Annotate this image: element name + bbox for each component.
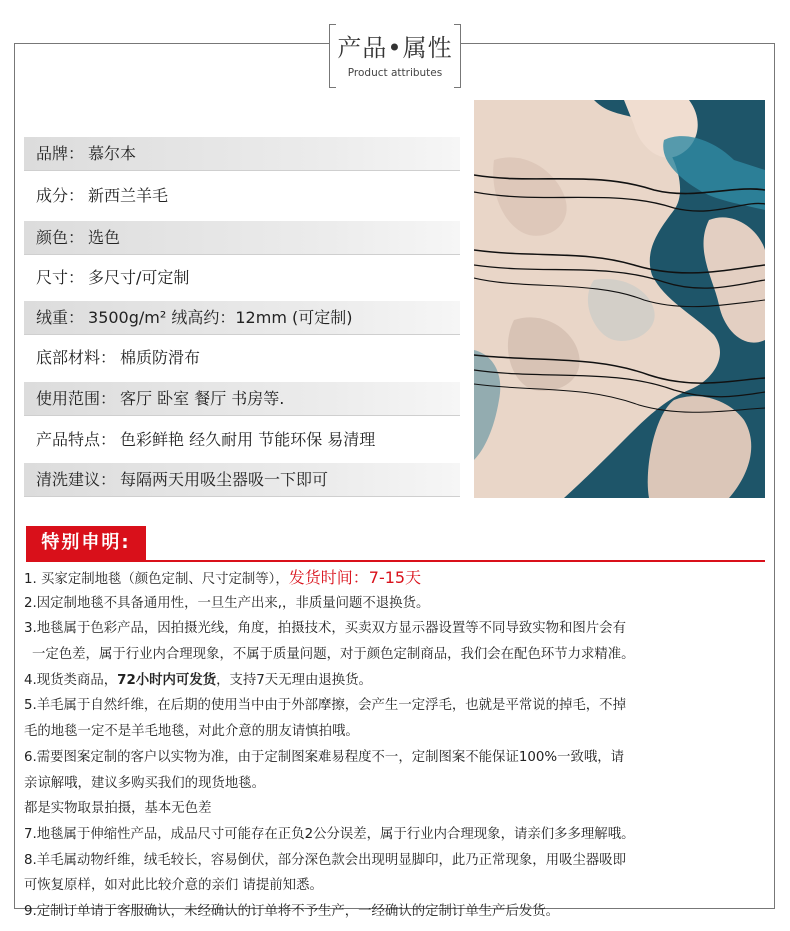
- notice-line: 毛的地毯一定不是羊毛地毯，对此介意的朋友请慎拍哦。: [24, 724, 359, 740]
- attr-cleaning: [24, 463, 460, 497]
- notice-text: ，支持7天无理由退换货。: [216, 672, 372, 688]
- section-title: 产品•属性: [337, 34, 453, 62]
- shipping-time-highlight: 发货时间：7-15天: [288, 568, 422, 587]
- divider: [26, 560, 765, 562]
- attr-label: 颜色：: [36, 228, 85, 247]
- notice-line: 8.羊毛属动物纤维，绒毛较长，容易倒伏，部分深色款会出现明显脚印，此乃正常现象，用吸尘器吸即: [24, 852, 626, 868]
- notice-line: [24, 668, 770, 694]
- notice-line: 3.地毯属于色彩产品，因拍摄光线，角度，拍摄技术，买卖双方显示器设置等不同导致实物和图片会有: [24, 621, 626, 637]
- attr-material: [24, 179, 460, 213]
- section-subtitle: Product attributes: [347, 67, 443, 79]
- attr-pile-weight: [24, 301, 460, 335]
- notice-line: 6.需要图案定制的客户以实物为准，由于定制图案难易程度不一，定制图案不能保证100%一致哦，请: [24, 749, 625, 765]
- special-notice-list: [24, 565, 770, 925]
- notice-line: 都是实物取景拍摄，基本无色差: [24, 801, 212, 817]
- attr-label: 成分：: [36, 186, 85, 205]
- attr-value: 每隔两天用吸尘器吸一下即可: [120, 470, 329, 489]
- attr-size: [24, 261, 460, 295]
- stock-shipping-highlight: 72小时内可发货: [117, 672, 217, 688]
- notice-line: 可恢复原样，如对此比较介意的亲们 请提前知悉。: [24, 878, 323, 894]
- attr-label: 清洗建议：: [36, 470, 117, 489]
- attr-value: 色彩鲜艳 经久耐用 节能环保 易清理: [120, 430, 376, 449]
- attr-color: [24, 221, 460, 255]
- attr-label: 尺寸：: [36, 268, 85, 287]
- attr-label: 使用范围：: [36, 389, 117, 408]
- attr-value: 多尺寸/可定制: [88, 268, 190, 287]
- attr-value: 3500g/m² 绒高约：12mm (可定制): [88, 308, 353, 327]
- attr-value: 新西兰羊毛: [88, 186, 169, 205]
- attr-label: 底部材料：: [36, 348, 117, 367]
- notice-line: 亲谅解哦，建议多购买我们的现货地毯。: [24, 775, 266, 791]
- attr-value: 客厅 卧室 餐厅 书房等.: [120, 389, 285, 408]
- notice-line: 5.羊毛属于自然纤维，在后期的使用当中由于外部摩擦，会产生一定浮毛，也就是平常说的掉毛，不掉: [24, 698, 626, 714]
- notice-line: 一定色差，属于行业内合理现象，不属于质量问题，对于颜色定制商品，我们会在配色环节力求精准。: [32, 647, 635, 663]
- notice-line: [24, 565, 770, 591]
- notice-line: 9.定制订单请于客服确认，未经确认的订单将不予生产，一经确认的定制订单生产后发货。: [24, 903, 560, 919]
- notice-text: 1. 买家定制地毯（颜色定制、尺寸定制等），: [24, 572, 289, 587]
- attr-label: 产品特点：: [36, 430, 117, 449]
- attr-backing: [24, 341, 460, 375]
- attr-value: 选色: [88, 228, 121, 247]
- attr-features: [24, 423, 460, 457]
- attr-label: 绒重：: [36, 308, 85, 327]
- notice-text: 4.现货类商品，: [24, 672, 118, 688]
- attr-value: 棉质防滑布: [120, 348, 201, 367]
- attr-label: 品牌：: [36, 144, 85, 163]
- rug-product-image: [474, 100, 765, 498]
- attr-value: 慕尔本: [88, 144, 137, 163]
- section-header: [329, 18, 461, 88]
- attr-usage: [24, 382, 460, 416]
- attr-brand: [24, 137, 460, 171]
- notice-line: 2.因定制地毯不具备通用性，一旦生产出来,，非质量问题不退换货。: [24, 595, 430, 611]
- notice-line: 7.地毯属于伸缩性产品，成品尺寸可能存在正负2公分误差，属于行业内合理现象，请亲们多多理解哦。: [24, 826, 635, 842]
- special-notice-title: 特别申明:: [26, 526, 146, 560]
